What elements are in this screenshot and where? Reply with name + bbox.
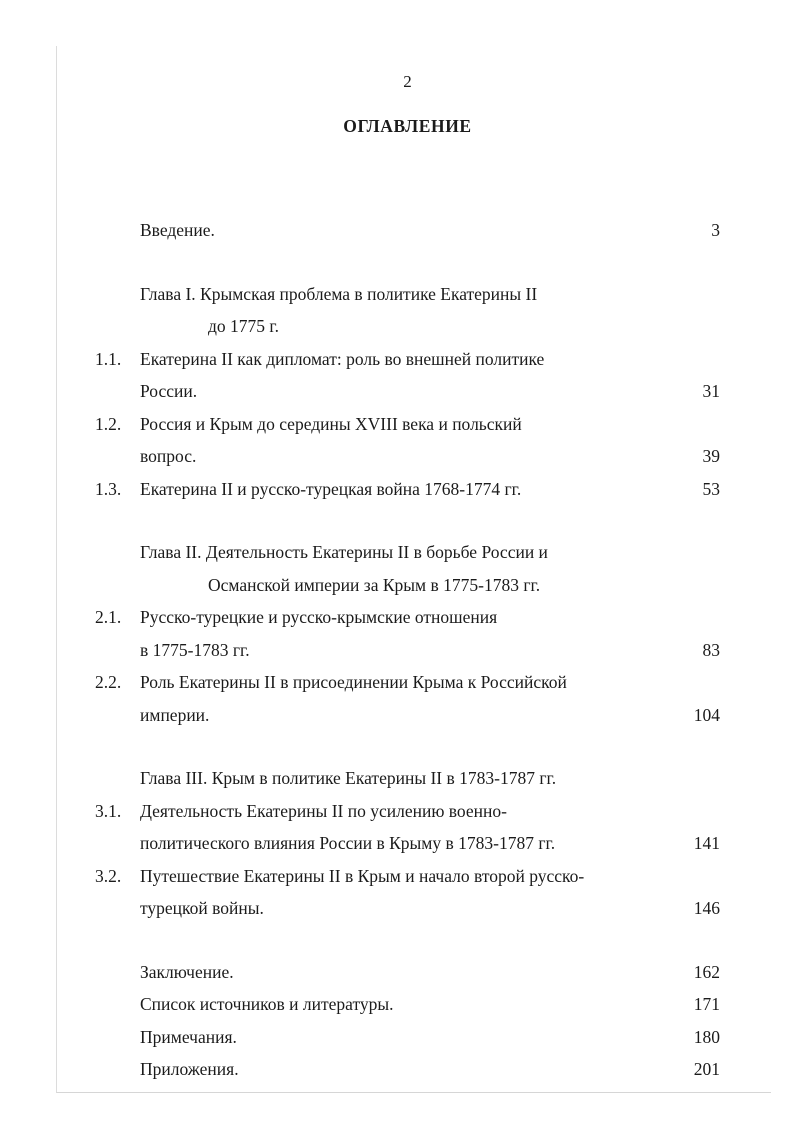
toc-entry-number xyxy=(95,699,140,732)
toc-entry-number xyxy=(95,634,140,667)
toc-entry-number xyxy=(95,310,140,343)
toc-entry-page: 201 xyxy=(693,1059,720,1079)
toc-entry-page: 83 xyxy=(702,639,720,660)
toc-row xyxy=(95,860,720,893)
toc-row xyxy=(95,536,720,569)
toc-entry-page: 53 xyxy=(702,478,720,499)
toc-row xyxy=(95,440,720,473)
toc-entry-page xyxy=(665,310,720,343)
toc-entry-number xyxy=(95,278,140,311)
toc-entry-text: политического влияния России в Крыму в 1783-1787 гг. xyxy=(140,833,556,853)
toc-row xyxy=(95,310,720,343)
toc-row xyxy=(95,214,720,247)
toc-entry-page: 141 xyxy=(693,833,720,853)
toc-row xyxy=(95,892,720,925)
toc-entry-number xyxy=(95,988,140,1021)
toc-entry-text: Глава II. Деятельность Екатерины II в борьбе России и xyxy=(140,542,548,562)
toc-entry-text: Введение. xyxy=(140,220,215,240)
toc-entry-page xyxy=(665,795,720,828)
toc-entry-page: 39 xyxy=(702,446,720,466)
toc-entry-page xyxy=(665,343,720,376)
toc-entry-text: Османской империи за Крым в 1775-1783 гг. xyxy=(208,574,541,595)
toc-entry-text: вопрос. xyxy=(140,446,197,466)
toc-entry-number xyxy=(95,892,140,925)
toc-row xyxy=(95,634,720,667)
toc-entry-page xyxy=(665,569,720,602)
toc-row xyxy=(95,278,720,311)
toc-entry-number: 2.1. xyxy=(95,607,122,627)
toc-entry-text: Путешествие Екатерины II в Крым и начало второй русско- xyxy=(140,865,585,886)
toc-entry-number xyxy=(95,827,140,860)
toc-entry-text: Екатерина II как дипломат: роль во внешней политике xyxy=(140,348,545,369)
toc-entry-page: 162 xyxy=(693,961,720,982)
toc-entry-text: турецкой войны. xyxy=(140,898,264,918)
toc-title: ОГЛАВЛЕНИЕ xyxy=(343,116,472,136)
toc-entry-number xyxy=(95,1021,140,1054)
page-number-top: 2 xyxy=(403,72,412,91)
toc-entry-page: 104 xyxy=(693,704,720,725)
toc-entry-text: Глава III. Крым в политике Екатерины II в 1783-1787 гг. xyxy=(140,768,557,788)
toc-entry-number xyxy=(95,536,140,569)
toc-row xyxy=(95,666,720,699)
toc-row xyxy=(95,762,720,795)
toc-row xyxy=(95,795,720,828)
toc-entry-number xyxy=(95,375,140,408)
toc-entry-page xyxy=(665,408,720,441)
toc-row xyxy=(95,375,720,408)
toc-entry-number: 1.2. xyxy=(95,413,122,434)
toc-row xyxy=(95,699,720,732)
toc-row xyxy=(95,1053,720,1086)
toc-entry-page xyxy=(665,762,720,795)
toc-entry-number xyxy=(95,1053,140,1086)
toc-row xyxy=(95,343,720,376)
toc-entry-page xyxy=(665,666,720,699)
toc-row xyxy=(95,827,720,860)
toc-entry-number: 3.2. xyxy=(95,865,122,886)
toc-row xyxy=(95,601,720,634)
toc-entry-text: империи. xyxy=(140,704,210,725)
toc-entry-number xyxy=(95,214,140,247)
toc-entry-text: Глава I. Крымская проблема в политике Екатерины II xyxy=(140,283,538,304)
toc-entry-page xyxy=(665,536,720,569)
toc-entry-number: 3.1. xyxy=(95,800,122,821)
toc-row xyxy=(95,988,720,1021)
toc-entry-text: Примечания. xyxy=(140,1026,237,1047)
toc-entry-text: до 1775 г. xyxy=(208,316,279,336)
toc-entry-text: Приложения. xyxy=(140,1059,239,1079)
toc-entry-text: Екатерина II и русско-турецкая война 1768-1774 гг. xyxy=(140,478,522,499)
toc-entry-page xyxy=(665,278,720,311)
toc-entry-number xyxy=(95,762,140,795)
toc-entry-number xyxy=(95,569,140,602)
toc-row xyxy=(95,1021,720,1054)
toc-row xyxy=(95,473,720,506)
toc-entry-text: в 1775-1783 гг. xyxy=(140,639,250,660)
toc-entry-page: 146 xyxy=(693,898,720,918)
toc-row xyxy=(95,956,720,989)
toc-entry-number xyxy=(95,440,140,473)
toc-entry-page: 31 xyxy=(702,381,720,401)
toc-entry-text: Заключение. xyxy=(140,961,234,982)
toc-row xyxy=(95,569,720,602)
toc-entry-page xyxy=(665,860,720,893)
toc-list xyxy=(95,214,720,1086)
toc-entry-text: Роль Екатерины II в присоединении Крыма к Российской xyxy=(140,672,567,692)
toc-entry-number: 2.2. xyxy=(95,672,122,692)
toc-entry-text: Русско-турецкие и русско-крымские отношения xyxy=(140,607,498,627)
toc-entry-number: 1.1. xyxy=(95,348,122,369)
toc-entry-text: России. xyxy=(140,381,198,401)
toc-entry-text: Россия и Крым до середины XVIII века и польский xyxy=(140,413,522,434)
toc-entry-number xyxy=(95,956,140,989)
toc-entry-page: 171 xyxy=(693,994,720,1014)
toc-entry-text: Деятельность Екатерины II по усилению военно- xyxy=(140,800,507,821)
toc-entry-text: Список источников и литературы. xyxy=(140,994,394,1014)
toc-entry-page xyxy=(665,601,720,634)
toc-row xyxy=(95,408,720,441)
toc-entry-page: 3 xyxy=(711,220,720,240)
toc-entry-number: 1.3. xyxy=(95,478,122,499)
toc-entry-page: 180 xyxy=(693,1026,720,1047)
